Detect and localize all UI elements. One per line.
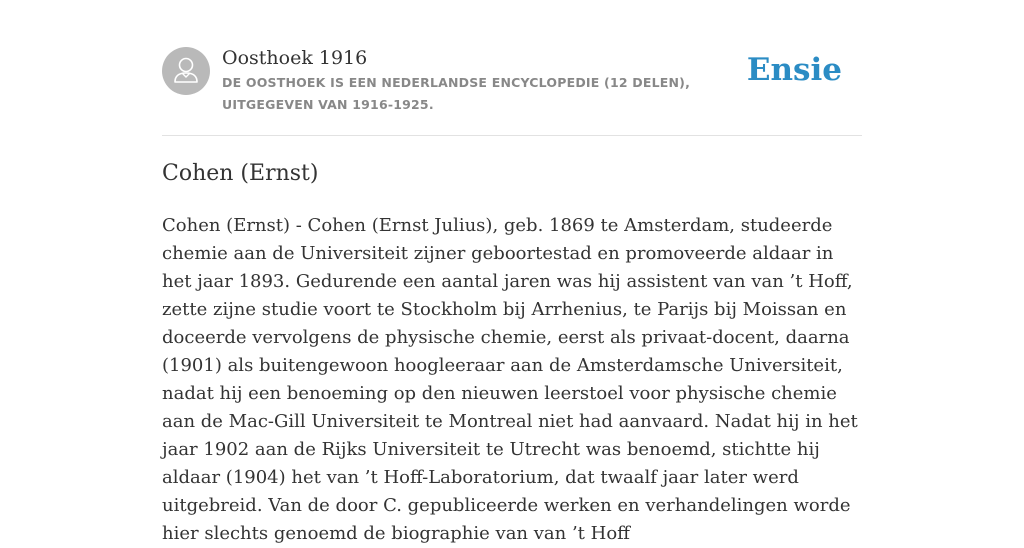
entry-body: Cohen (Ernst) - Cohen (Ernst Julius), geb. 1869 te Amsterdam, studeerde chemie aan de Universiteit zijner geboortestad en promoveerde aldaar in het jaar 1893. Gedurende een aantal jaren was hij assistent van van ’t Hoff, zette zijne studie voort te Stockholm bij Arrhenius, te Parijs bij Moissan en doceerde vervolgens de physische chemie, eerst als privaat-docent, daarna (1901) als buitengewoon hoogleeraar aan de Amsterdamsche Universiteit, nadat hij een benoeming op den nieuwen leerstoel voor physische chemie aan de Mac-Gill Universiteit te Montreal niet had aanvaard. Nadat hij in het jaar 1902 aan de Rijks Universiteit te Utrecht was benoemd, stichtte hij aldaar (1904) het van ’t Hoff-Laboratorium, dat twaalf jaar later werd uitgebreid. Van de door C. gepubliceerde werken en verhandelingen worde hier slechts genoemd de biographie van van ’t Hoff (162, 215, 858, 544)
user-silhouette-icon[interactable] (162, 47, 210, 95)
source-title[interactable]: Oosthoek 1916 (222, 47, 368, 69)
header-divider (162, 135, 862, 136)
brand-logo[interactable]: Ensie (746, 52, 842, 88)
source-header (162, 46, 862, 136)
source-description: DE OOSTHOEK IS EEN NEDERLANDSE ENCYCLOPEDIE (12 DELEN), UITGEGEVEN VAN 1916-1925. (222, 75, 691, 112)
entry-title: Cohen (Ernst) (162, 161, 319, 186)
